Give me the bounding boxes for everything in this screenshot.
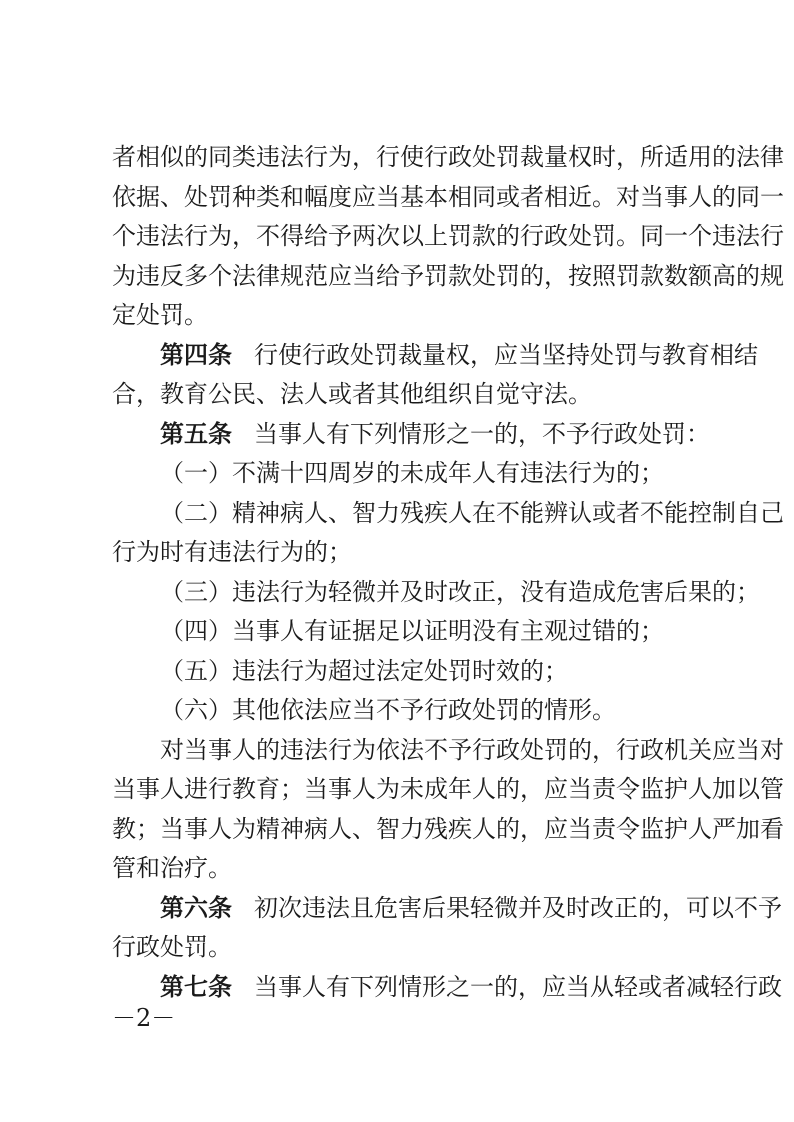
- list-item: （一）不满十四周岁的未成年人有违法行为的；: [160, 459, 664, 487]
- article-5-text: 当事人有下列情形之一的，不予行政处罚：: [254, 419, 710, 448]
- article-4-text: 行使行政处罚裁量权，应当坚持处罚与教育相结: [254, 340, 758, 369]
- list-item-continuation: 行为时有违法行为的；: [112, 538, 352, 566]
- text-line: 管和治疗。: [112, 854, 232, 882]
- text-line: 行政处罚。: [112, 933, 232, 961]
- article-5-label: 第五条: [160, 419, 232, 448]
- text-line: 当事人进行教育；当事人为未成年人的，应当责令监护人加以管: [112, 775, 784, 803]
- article-7-label: 第七条: [160, 972, 232, 1001]
- text-line: 个违法行为，不得给予两次以上罚款的行政处罚。同一个违法行: [112, 222, 784, 250]
- list-item: （六）其他依法应当不予行政处罚的情形。: [160, 696, 616, 724]
- list-item: （三）违法行为轻微并及时改正，没有造成危害后果的；: [160, 577, 760, 606]
- text-line: 教；当事人为精神病人、智力残疾人的，应当责令监护人严加看: [112, 814, 784, 843]
- article-6-text: 初次违法且危害后果轻微并及时改正的，可以不予: [254, 893, 782, 922]
- text-line: 为违反多个法律规范应当给予罚款处罚的，按照罚款数额高的规: [112, 261, 784, 290]
- list-item: （五）违法行为超过法定处罚时效的；: [160, 656, 568, 685]
- article-6-label: 第六条: [160, 893, 232, 922]
- article-4-label: 第四条: [160, 340, 232, 369]
- text-line: 依据、处罚种类和幅度应当基本相同或者相近。对当事人的同一: [112, 182, 784, 211]
- article-7-line: [160, 966, 782, 1008]
- article-6-line: [160, 887, 782, 929]
- article-5-line: [160, 413, 710, 455]
- list-item: （四）当事人有证据足以证明没有主观过错的；: [160, 617, 664, 645]
- text-line: 定处罚。: [112, 301, 208, 329]
- text-line: 者相似的同类违法行为，行使行政处罚裁量权时，所适用的法律: [112, 143, 784, 171]
- article-7-text: 当事人有下列情形之一的，应当从轻或者减轻行政: [254, 972, 782, 1001]
- text-line: 合，教育公民、法人或者其他组织自觉守法。: [112, 380, 592, 408]
- list-item: （二）精神病人、智力残疾人在不能辨认或者不能控制自己: [160, 498, 784, 527]
- text-line: 对当事人的违法行为依法不予行政处罚的，行政机关应当对: [160, 735, 784, 764]
- page-number: －2－: [112, 1004, 176, 1032]
- article-4-line: [160, 334, 758, 376]
